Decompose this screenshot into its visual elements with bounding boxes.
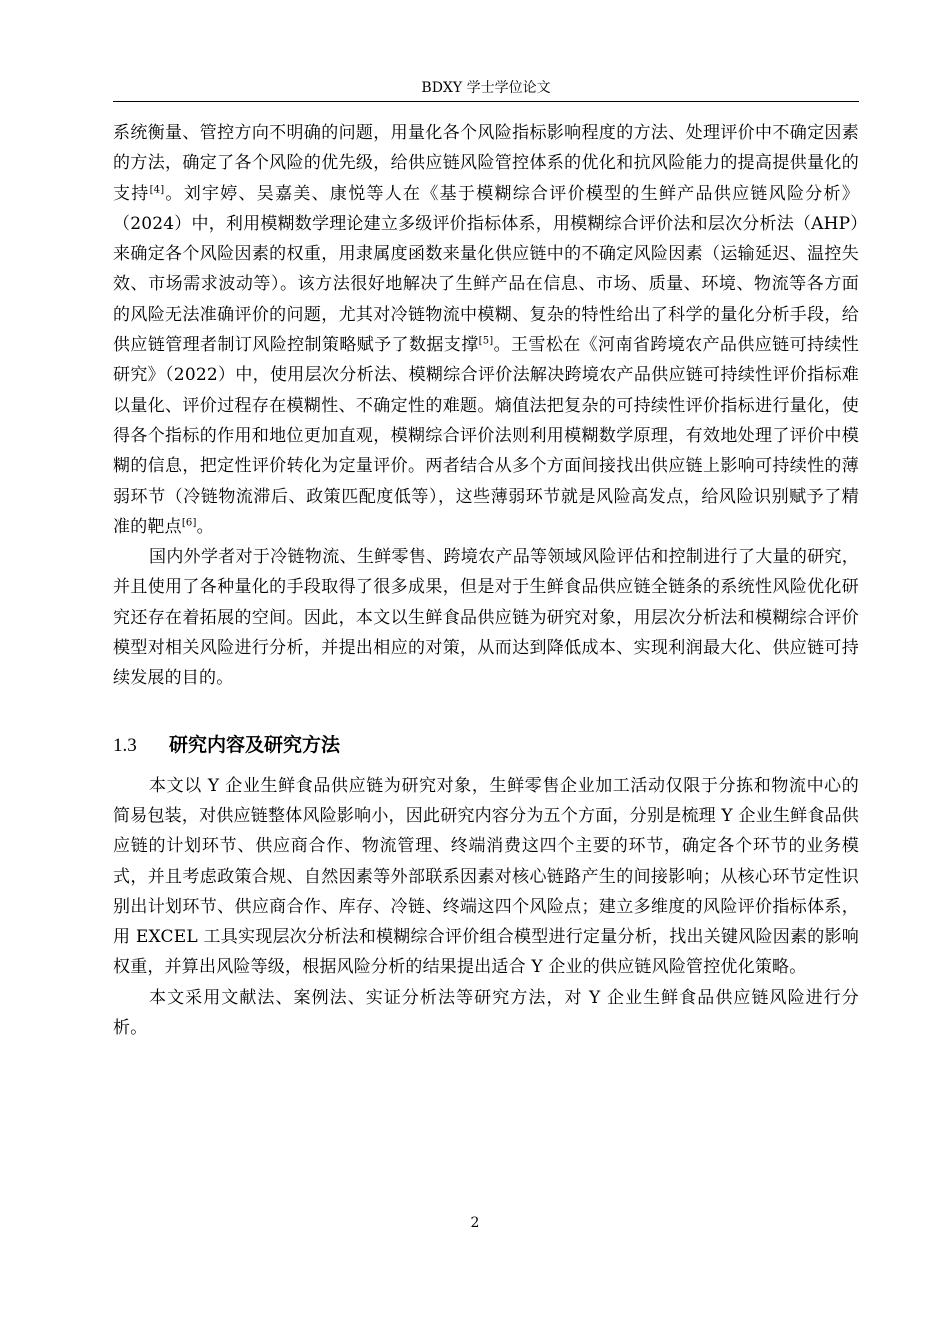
citation-ref: [6] [181,517,197,529]
section-heading [113,732,859,759]
paragraph-text: 系统衡量、管控方向不明确的问题，用量化各个风险指标影响程度的方法、处理评价中不确定因素的方法，确定了各个风险的优先级，给供应链风险管控体系的优化和抗风险能力的提高提供量化的支持 [113,123,859,204]
citation-ref: [5] [478,335,494,347]
section-title: 研究内容及研究方法 [169,733,341,756]
paragraph-text: 。 [196,516,214,537]
citation-ref: [4] [149,183,165,195]
paragraph-summary: 国内外学者对于冷链物流、生鲜零售、跨境农产品等领域风险评估和控制进行了大量的研究，并且使用了各种量化的手段取得了很多成果，但是对于生鲜食品供应链全链条的系统性风险优化研究还存在着拓展的空间。因此，本文以生鲜食品供应链为研究对象，用层次分析法和模糊综合评价模型对相关风险进行分析，并提出相应的对策，从而达到降低成本、实现利润最大化、供应链可持续发展的目的。 [113,547,859,689]
section-number: 1.3 [113,734,137,756]
page-number: 2 [470,1215,480,1231]
paragraph-research-content: 本文以 Y 企业生鲜食品供应链为研究对象，生鲜零售企业加工活动仅限于分拣和物流中心的简易包装，对供应链整体风险影响小，因此研究内容分为五个方面，分别是梳理 Y 企业生鲜食品供应链的计划环节、供应商合作、物流管理、终端消费这四个主要的环节，确定各个环节的业务模式，并且考虑政策合规、自然因素等外部联系因素对核心链路产生的间接影响；从核心环节定性识别出计划环节、供应商合作、库存、冷链、终端这四个风险点；建立多维度的风险评价指标体系，用 EXCEL 工具实现层次分析法和模糊综合评价组合模型进行定量分析，找出关键风险因素的影响权重，并算出风险等级，根据风险分析的结果提出适合 Y 企业的供应链风险管控优化策略。 [113,775,859,978]
running-header: BDXY 学士学位论文 [421,80,551,96]
paragraph-text: 。刘宇婷、吴嘉美、康悦等人在《基于模糊综合评价模型的生鲜产品供应链风险分析》（2024）中，利用模糊数学理论建立多级评价指标体系，用模糊综合评价法和层次分析法（AHP）来确定各个风险因素的权重，用隶属度函数来量化供应链中的不确定风险因素（运输延迟、温控失效、市场需求波动等）。该方法很好地解决了生鲜产品在信息、市场、质量、环境、物流等各方面的风险无法准确评价的问题，尤其对冷链物流中模糊、复杂的特性给出了科学的量化分析手段，给供应链管理者制订风险控制策略赋予了数据支撑 [113,183,859,356]
body-text [113,118,859,1043]
paragraph-literature-review [113,118,859,542]
paragraph-text: 。王雪松在《河南省跨境农产品供应链可持续性研究》（2022）中，使用层次分析法、模糊综合评价法解决跨境农产品供应链可持续性评价指标难以量化、评价过程存在模糊性、不确定性的难题。熵值法把复杂的可持续性评价指标进行量化，使得各个指标的作用和地位更加直观，模糊综合评价法则利用模糊数学原理，有效地处理了评价中模糊的信息，把定性评价转化为定量评价。两者结合从多个方面间接找出供应链上影响可持续性的薄弱环节（冷链物流滞后、政策匹配度低等），这些薄弱环节就是风险高发点，给风险识别赋予了精准的靶点 [113,335,860,537]
paragraph-research-methods: 本文采用文献法、案例法、实证分析法等研究方法，对 Y 企业生鲜食品供应链风险进行分析。 [113,987,859,1039]
header-rule [113,101,859,102]
